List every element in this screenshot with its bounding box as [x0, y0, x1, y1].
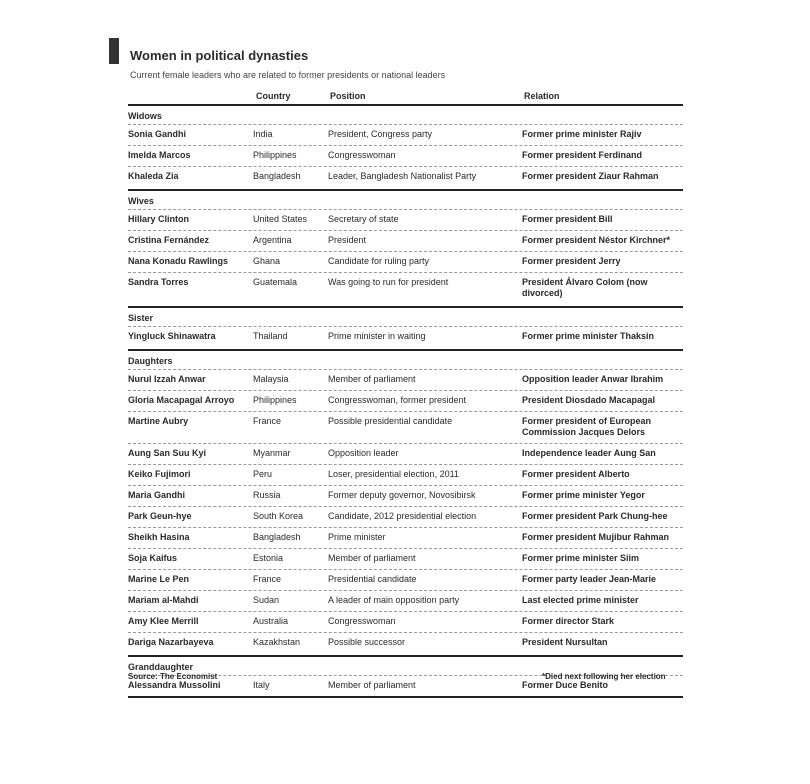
cell-relation: Former prime minister Yegor: [522, 490, 645, 500]
cell-relation: Former president Bill: [522, 214, 613, 224]
cell-name: Aung San Suu Kyi: [128, 448, 207, 458]
cell-relation: President Nursultan: [522, 637, 608, 647]
cell-name: Cristina Fernández: [128, 235, 210, 245]
cell-name: Yingluck Shinawatra: [128, 331, 216, 341]
cell-position: Congresswoman, former president: [328, 395, 467, 405]
table-row: [128, 591, 683, 612]
cell-position: Member of parliament: [328, 374, 416, 384]
cell-name: Dariga Nazarbayeva: [128, 637, 214, 647]
cell-country: Kazakhstan: [253, 637, 301, 647]
cell-relation: President Diosdado Macapagal: [522, 395, 656, 405]
cell-country: United States: [253, 214, 308, 224]
table-row: [128, 570, 683, 591]
cell-country: Malaysia: [253, 374, 289, 384]
cell-country: Argentina: [253, 235, 292, 245]
cell-name: Gloria Macapagal Arroyo: [128, 395, 235, 405]
table-row: [128, 612, 683, 633]
cell-country: Philippines: [253, 395, 297, 405]
table-row: [128, 465, 683, 486]
table-row: [128, 412, 683, 444]
group-label: Sister: [128, 310, 683, 327]
cell-position: A leader of main opposition party: [328, 595, 460, 605]
cell-relation: Former director Stark: [522, 616, 615, 626]
cell-relation: Former Duce Benito: [522, 680, 609, 690]
table-group: [128, 349, 683, 653]
cell-country: Guatemala: [253, 277, 298, 287]
cell-position: President: [328, 235, 367, 245]
cell-name: Maria Gandhi: [128, 490, 186, 500]
cell-name: Martine Aubry: [128, 416, 189, 426]
group-label: Granddaughter: [128, 659, 683, 676]
cell-country: Bangladesh: [253, 532, 301, 542]
cell-relation: Former president Mujibur Rahman: [522, 532, 670, 542]
cell-relation: Former president Ziaur Rahman: [522, 171, 659, 181]
cell-relation: Former prime minister Rajiv: [522, 129, 642, 139]
cell-relation: Former prime minister Siim: [522, 553, 640, 563]
column-header-relation: Relation: [524, 91, 560, 101]
table-row: [128, 528, 683, 549]
table-row: [128, 633, 683, 653]
group-label: Daughters: [128, 353, 683, 370]
cell-name: Sonia Gandhi: [128, 129, 187, 139]
cell-relation: Opposition leader Anwar Ibrahim: [522, 374, 664, 384]
table-row: [128, 231, 683, 252]
dynasty-table: [128, 106, 683, 698]
table-row: [128, 507, 683, 528]
cell-country: France: [253, 416, 282, 426]
table-group: [128, 189, 683, 304]
table-row: [128, 391, 683, 412]
table-row: [128, 210, 683, 231]
cell-relation: Former president Jerry: [522, 256, 621, 266]
cell-country: Peru: [253, 469, 273, 479]
table-row: [128, 549, 683, 570]
cell-name: Amy Klee Merrill: [128, 616, 199, 626]
cell-position: Loser, presidential election, 2011: [328, 469, 459, 479]
cell-position: Candidate for ruling party: [328, 256, 430, 266]
cell-position: Opposition leader: [328, 448, 399, 458]
cell-relation: Former president Alberto: [522, 469, 630, 479]
cell-name: Imelda Marcos: [128, 150, 191, 160]
group-label: Widows: [128, 108, 683, 125]
table-row: [128, 146, 683, 167]
cell-country: France: [253, 574, 282, 584]
table-row: [128, 273, 683, 304]
cell-position: Presidential candidate: [328, 574, 417, 584]
cell-relation: Last elected prime minister: [522, 595, 639, 605]
column-header-country: Country: [256, 91, 291, 101]
table-row: [128, 327, 683, 347]
table-row: [128, 370, 683, 391]
table-row: [128, 486, 683, 507]
cell-relation: Former party leader Jean-Marie: [522, 574, 657, 584]
cell-position: Leader, Bangladesh Nationalist Party: [328, 171, 477, 181]
table-row: [128, 125, 683, 146]
cell-name: Park Geun-hye: [128, 511, 192, 521]
table-bottom-rule: [128, 696, 683, 698]
cell-relation: Former president Ferdinand: [522, 150, 643, 160]
cell-relation: Independence leader Aung San: [522, 448, 656, 458]
table-group: [128, 306, 683, 347]
cell-country: India: [253, 129, 273, 139]
cell-relation: Former president of European Commission Jacques Delors: [522, 416, 652, 437]
cell-position: Member of parliament: [328, 553, 416, 563]
cell-position: Possible successor: [328, 637, 406, 647]
cell-name: Keiko Fujimori: [128, 469, 191, 479]
title-accent-bar: [109, 38, 119, 64]
cell-country: Bangladesh: [253, 171, 301, 181]
cell-position: Former deputy governor, Novosibirsk: [328, 490, 476, 500]
cell-position: Secretary of state: [328, 214, 399, 224]
cell-position: Candidate, 2012 presidential election: [328, 511, 477, 521]
cell-country: Russia: [253, 490, 281, 500]
cell-country: Australia: [253, 616, 289, 626]
cell-name: Sandra Torres: [128, 277, 189, 287]
cell-position: Member of parliament: [328, 680, 416, 690]
cell-position: Prime minister: [328, 532, 386, 542]
cell-position: President, Congress party: [328, 129, 433, 139]
cell-name: Khaleda Zia: [128, 171, 179, 181]
cell-relation: Former president Park Chung-hee: [522, 511, 668, 521]
footnote: *Died next following her election: [542, 672, 666, 681]
source-note: Source: The Economist: [128, 672, 218, 681]
cell-name: Soja Kaifus: [128, 553, 178, 563]
cell-country: Estonia: [253, 553, 284, 563]
cell-name: Alessandra Mussolini: [128, 680, 221, 690]
page-title: Women in political dynasties: [130, 48, 309, 63]
page-subtitle: Current female leaders who are related to former presidents or national leaders: [130, 70, 446, 80]
cell-relation: President Álvaro Colom (now divorced): [522, 277, 648, 298]
cell-name: Nurul Izzah Anwar: [128, 374, 206, 384]
cell-name: Marine Le Pen: [128, 574, 190, 584]
cell-country: Sudan: [253, 595, 280, 605]
table-row: [128, 167, 683, 187]
cell-position: Prime minister in waiting: [328, 331, 426, 341]
cell-name: Nana Konadu Rawlings: [128, 256, 229, 266]
cell-country: Ghana: [253, 256, 281, 266]
cell-position: Congresswoman: [328, 150, 396, 160]
cell-position: Was going to run for president: [328, 277, 449, 287]
group-label: Wives: [128, 193, 683, 210]
cell-country: Italy: [253, 680, 270, 690]
cell-relation: Former president Néstor Kirchner*: [522, 235, 671, 245]
cell-relation: Former prime minister Thaksin: [522, 331, 655, 341]
cell-position: Congresswoman: [328, 616, 396, 626]
column-header-position: Position: [330, 91, 366, 101]
table-group: [128, 106, 683, 187]
cell-name: Hillary Clinton: [128, 214, 190, 224]
cell-name: Mariam al-Mahdi: [128, 595, 199, 605]
cell-country: South Korea: [253, 511, 304, 521]
cell-country: Philippines: [253, 150, 297, 160]
cell-country: Myanmar: [253, 448, 291, 458]
table-row: [128, 252, 683, 273]
table-row: [128, 444, 683, 465]
cell-position: Possible presidential candidate: [328, 416, 453, 426]
cell-country: Thailand: [253, 331, 288, 341]
cell-name: Sheikh Hasina: [128, 532, 190, 542]
